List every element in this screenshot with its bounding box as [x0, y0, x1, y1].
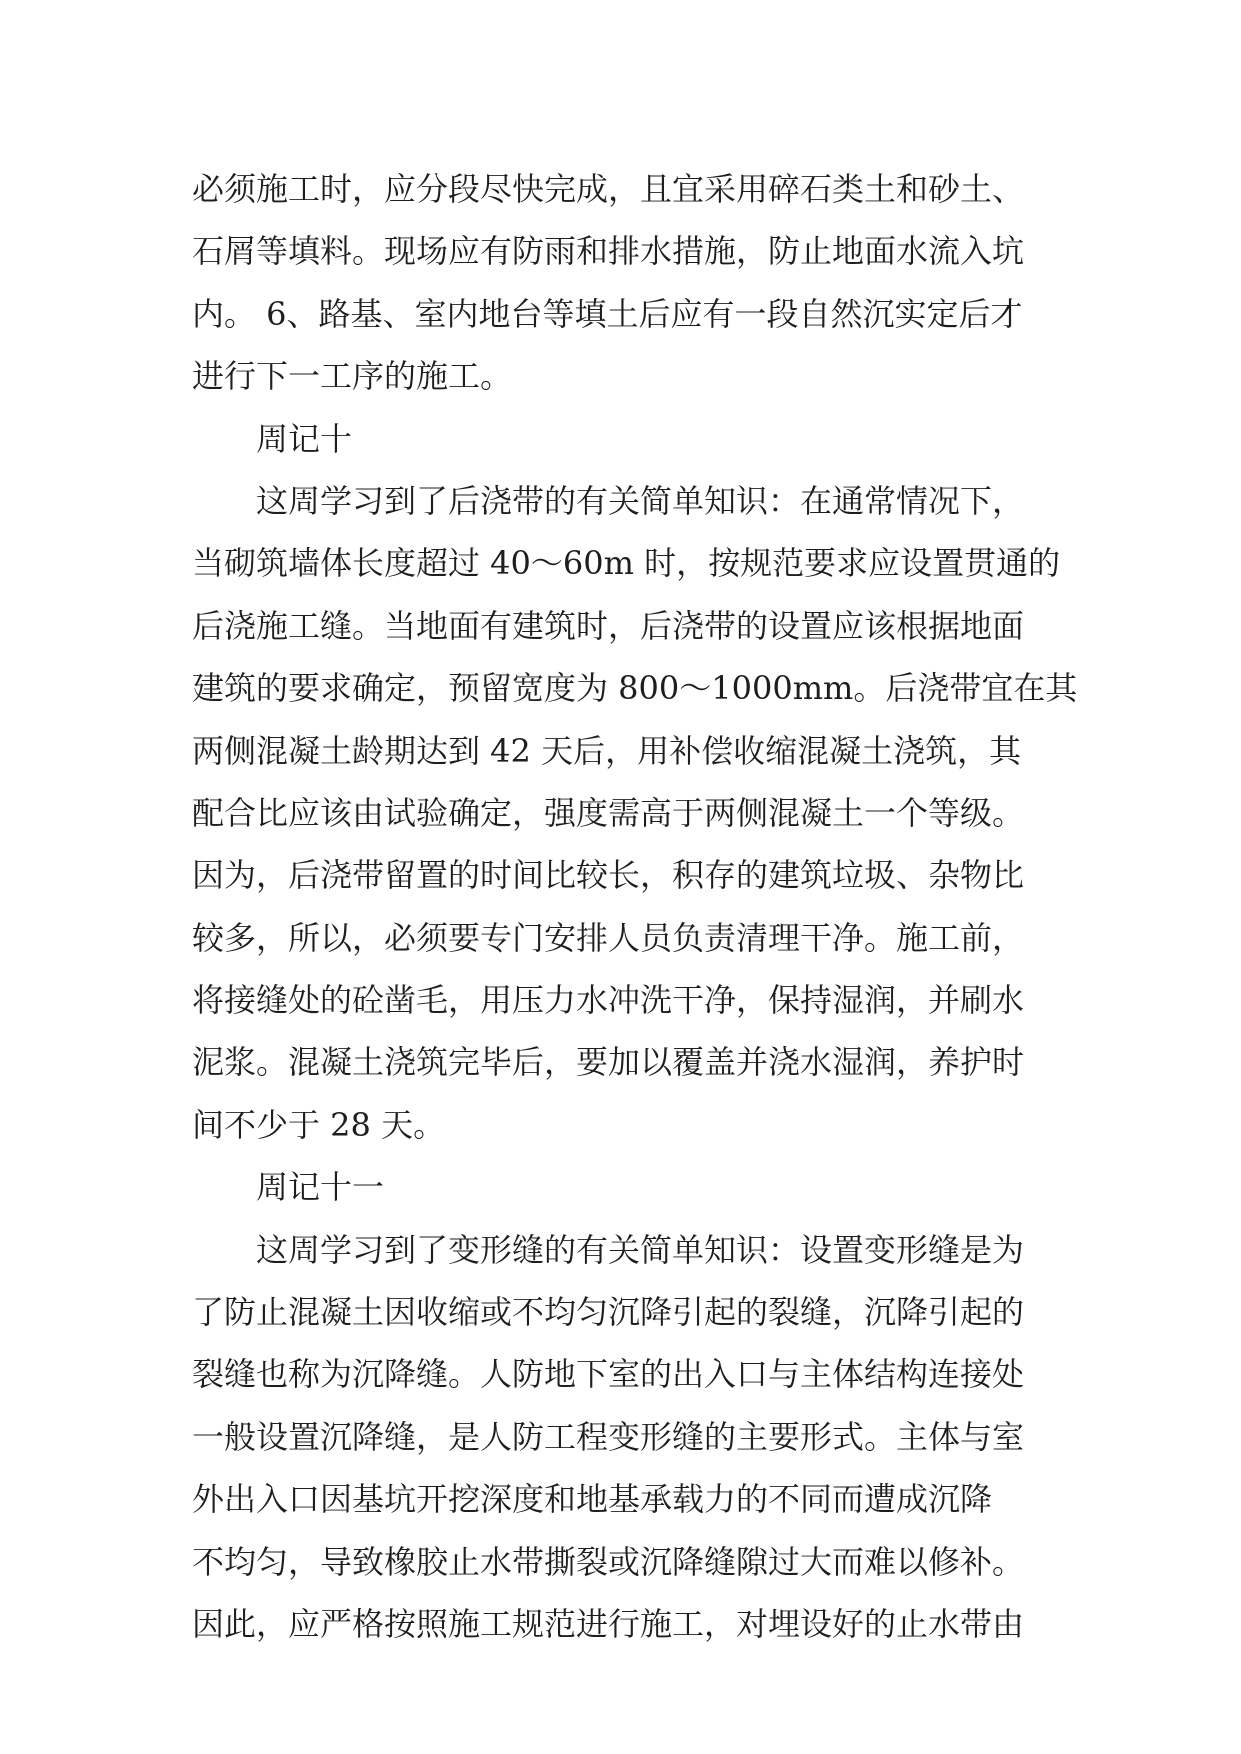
body-line: 将接缝处的砼凿毛，用压力水冲洗干净，保持湿润，并刷水 [192, 981, 1025, 1020]
body-line: 因此，应严格按照施工规范进行施工，对埋设好的止水带由 [192, 1604, 1025, 1643]
body-line: 因为，后浇带留置的时间比较长，积存的建筑垃圾、杂物比 [192, 856, 1025, 895]
body-line: 外出入口因基坑开挖深度和地基承载力的不同而遭成沉降 [192, 1480, 993, 1519]
body-line: 内。 6、路基、室内地台等填土后应有一段自然沉实定后才 [192, 294, 1023, 333]
document-body [192, 158, 1078, 1655]
body-line: 间不少于 28 天。 [192, 1105, 446, 1144]
body-line: 较多，所以，必须要专门安排人员负责清理干净。施工前， [192, 918, 1025, 957]
paragraph-first-line: 这周学习到了变形缝的有关简单知识：设置变形缝是为 [256, 1230, 1025, 1269]
body-line: 必须施工时，应分段尽快完成，且宜采用碎石类土和砂土、 [192, 170, 1025, 208]
body-line: 石屑等填料。现场应有防雨和排水措施，防止地面水流入坑 [192, 232, 1025, 271]
body-line: 进行下一工序的施工。 [192, 357, 513, 396]
body-line: 了防止混凝土因收缩或不均匀沉降引起的裂缝，沉降引起的 [192, 1293, 1025, 1332]
body-line: 建筑的要求确定，预留宽度为 800～1000mm。后浇带宜在其 [192, 669, 1078, 708]
body-line: 当砌筑墙体长度超过 40～60m 时，按规范要求应设置贯通的 [192, 544, 1061, 583]
body-line: 一般设置沉降缝，是人防工程变形缝的主要形式。主体与室 [192, 1417, 1025, 1456]
body-line: 后浇施工缝。当地面有建筑时，后浇带的设置应该根据地面 [192, 606, 1025, 645]
body-line: 配合比应该由试验确定，强度需高于两侧混凝土一个等级。 [192, 793, 1025, 832]
body-line: 不均匀，导致橡胶止水带撕裂或沉降缝隙过大而难以修补。 [192, 1542, 1025, 1581]
section-heading-week-11: 周记十一 [256, 1168, 385, 1207]
section-heading-week-10: 周记十 [256, 419, 353, 458]
body-line: 泥浆。混凝土浇筑完毕后，要加以覆盖并浇水湿润，养护时 [192, 1043, 1025, 1082]
paragraph-first-line: 这周学习到了后浇带的有关简单知识：在通常情况下， [256, 481, 1025, 520]
body-line: 两侧混凝土龄期达到 42 天后，用补偿收缩混凝土浇筑，其 [192, 731, 1022, 770]
body-line: 裂缝也称为沉降缝。人防地下室的出入口与主体结构连接处 [192, 1355, 1025, 1394]
